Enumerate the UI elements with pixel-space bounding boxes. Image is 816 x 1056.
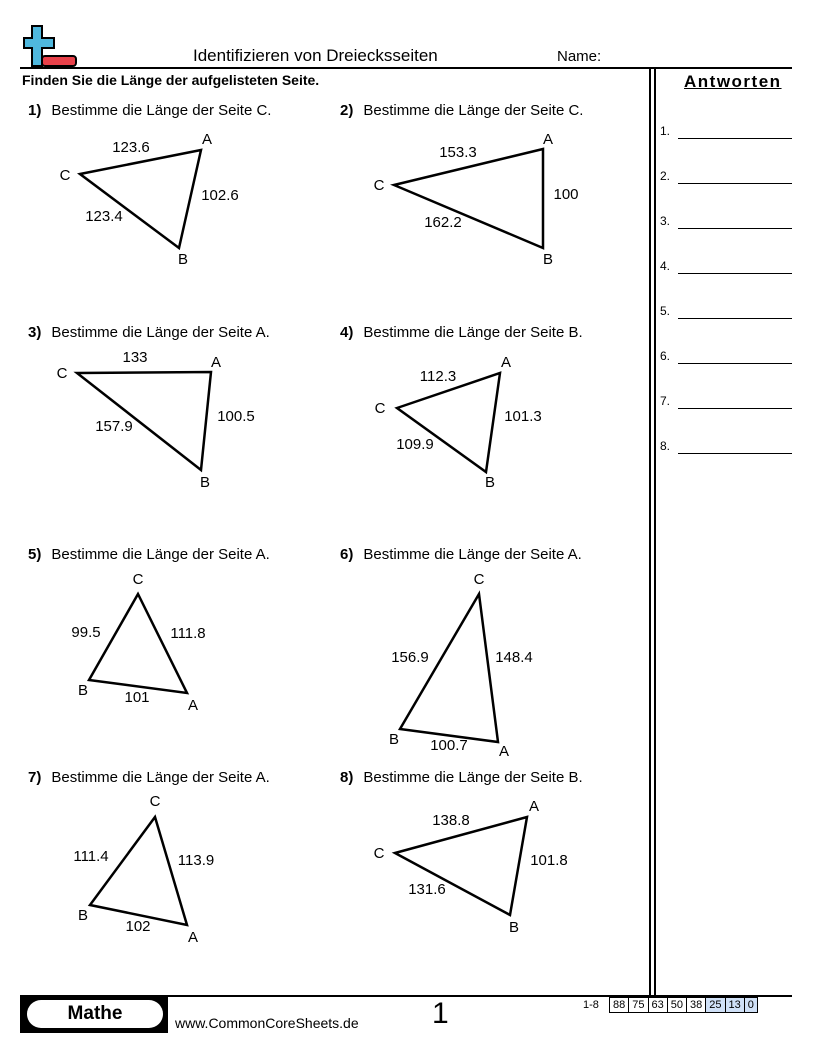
vertex-label: A [201,131,213,148]
side-label: 102 [125,918,151,935]
vertex-label: B [77,907,89,924]
vertex-label: B [388,731,400,748]
side-label: 101.8 [530,852,568,869]
problem-text: Bestimme die Länge der Seite A. [51,324,270,341]
side-label: 111.4 [73,848,109,865]
name-label: Name: [557,48,602,65]
side-label: 113.9 [177,852,215,869]
triangle-1 [60,131,239,268]
score-cell: 88 [613,999,626,1011]
problem-text: Bestimme die Länge der Seite C. [363,102,584,119]
side-label: 156.9 [391,649,429,666]
side-label: 100 [553,186,579,203]
triangle-5 [71,571,205,714]
problem-text: Bestimme die Länge der Seite A. [363,546,582,563]
vertex-label: C [149,793,161,810]
answer-line-6[interactable] [678,363,792,364]
vertex-label: B [177,251,189,268]
problem-number: 1) [28,102,42,119]
side-label: 157.9 [95,418,133,435]
problem-text: Bestimme die Länge der Seite C. [51,102,272,119]
triangle-2 [374,131,579,268]
answer-number: 5. [660,304,671,318]
side-label: 123.6 [112,139,150,156]
triangle-shape [90,817,187,925]
side-label: 102.6 [201,187,239,204]
side-label: 153.3 [439,144,477,161]
vertex-label: B [199,474,211,491]
answer-number: 7. [660,394,671,408]
problem-number: 7) [28,769,42,786]
answer-number: 1. [660,124,671,138]
answer-number: 6. [660,349,671,363]
side-label: 100.7 [430,737,468,754]
vertex-label: B [77,682,89,699]
problem-number: 8) [340,769,354,786]
page-number: 1 [432,997,449,1030]
side-label: 148.4 [495,649,533,666]
side-label: 131.6 [408,881,446,898]
vertex-label: C [374,400,386,417]
triangle-3 [57,349,255,491]
side-label: 162.2 [424,214,462,231]
score-cell: 75 [628,998,647,1012]
triangle-8 [374,798,568,936]
side-label: 101 [124,689,150,706]
answer-line-1[interactable] [678,138,792,139]
answer-number: 8. [660,439,671,453]
side-label: 112.3 [419,368,457,385]
vertex-label: A [498,743,510,760]
problem-text: Bestimme die Länge der Seite B. [363,769,583,786]
vertex-label: A [187,929,199,946]
column-divider [654,69,656,995]
side-label: 138.8 [432,812,470,829]
vertex-label: C [373,845,385,862]
vertex-label: A [528,798,540,815]
subject-badge: Mathe [27,1000,163,1028]
score-range: 1-8 [583,999,599,1011]
side-label: 100.5 [217,408,255,425]
score-cell: 25 [705,998,724,1012]
score-cell: 13 [725,998,744,1012]
vertex-label: B [542,251,554,268]
answer-number: 4. [660,259,671,273]
problem-text: Bestimme die Länge der Seite B. [363,324,583,341]
vertex-label: C [473,571,485,588]
problem-text: Bestimme die Länge der Seite A. [51,546,270,563]
score-cell: 50 [667,998,686,1012]
vertex-label: C [373,177,385,194]
answer-line-3[interactable] [678,228,792,229]
score-cell: 0 [744,998,757,1012]
answer-line-8[interactable] [678,453,792,454]
problem-text: Bestimme die Länge der Seite A. [51,769,270,786]
site-url: www.CommonCoreSheets.de [175,1015,359,1031]
side-label: 99.5 [71,624,101,641]
triangle-shape [400,594,498,742]
triangle-shape [397,373,500,472]
side-label: 133 [122,349,148,366]
score-cell: 38 [686,998,705,1012]
worksheet-title: Identifizieren von Dreiecksseiten [193,46,438,65]
side-label: 111.8 [170,625,206,642]
vertex-label: B [484,474,496,491]
problem-number: 5) [28,546,42,563]
triangle-4 [375,354,542,491]
answer-number: 3. [660,214,671,228]
problem-number: 6) [340,546,354,563]
vertex-label: A [500,354,512,371]
vertex-label: B [508,919,520,936]
side-label: 123.4 [85,208,123,225]
score-table [609,997,758,1013]
instructions: Finden Sie die Länge der aufgelisteten Seite. [22,72,320,88]
triangle-shape [89,594,187,693]
triangle-shape [80,150,201,248]
answer-number: 2. [660,169,671,183]
vertex-label: A [187,697,199,714]
problem-number: 2) [340,102,354,119]
vertex-label: C [59,167,71,184]
vertex-label: C [132,571,144,588]
problem-number: 4) [340,324,354,341]
problem-number: 3) [28,324,42,341]
vertex-label: C [56,365,68,382]
side-label: 101.3 [504,408,542,425]
answers-title: Antworten [684,72,782,91]
triangle-shape [394,149,543,248]
triangle-7 [73,793,214,946]
answer-line-7[interactable] [678,408,792,409]
triangle-6 [389,571,533,760]
answer-line-5[interactable] [678,318,792,319]
score-cell: 63 [648,998,667,1012]
vertex-label: A [210,354,222,371]
triangle-shape [395,817,527,915]
answer-line-2[interactable] [678,183,792,184]
side-label: 109.9 [396,436,434,453]
vertex-label: A [542,131,554,148]
answer-line-4[interactable] [678,273,792,274]
